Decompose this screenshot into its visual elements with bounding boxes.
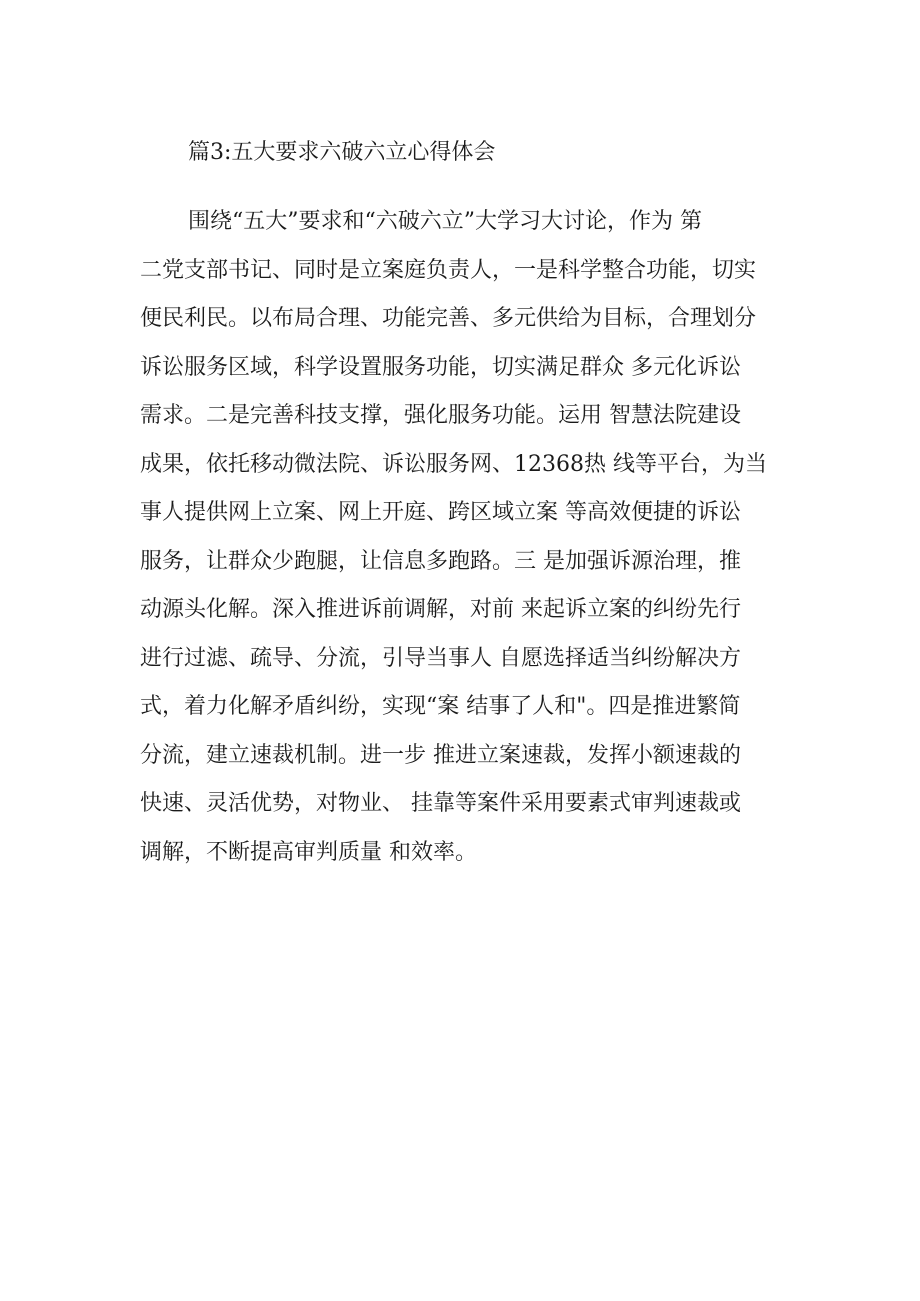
paragraph-line: 成果，依托移动微法院、诉讼服务网、12368热 线等平台，为当	[140, 451, 767, 477]
body-paragraph	[140, 198, 800, 877]
paragraph-line: 便民利民。以布局合理、功能完善、多元供给为目标，合理划分	[140, 306, 757, 331]
paragraph-line: 诉讼服务区域，科学设置服务功能，切实满足群众 多元化诉讼	[140, 354, 741, 380]
paragraph-line: 调解，不断提高审判质量 和效率。	[140, 839, 477, 865]
paragraph-line: 服务，让群众少跑腿，让信息多跑路。三 是加强诉源治理，推	[140, 548, 741, 574]
paragraph-line: 事人提供网上立案、网上开庭、跨区域立案 等高效便捷的诉讼	[140, 500, 741, 525]
paragraph-line: 分流，建立速裁机制。进一步 推进立案速裁，发挥小额速裁的	[140, 742, 741, 768]
paragraph-line: 动源头化解。深入推进诉前调解，对前 来起诉立案的纠纷先行	[140, 597, 741, 622]
paragraph-line: 式，着力化解矛盾纠纷，实现“案 结事了人和"。四是推进繁简	[140, 694, 741, 719]
paragraph-line: 需求。二是完善科技支撑，强化服务功能。运用 智慧法院建设	[140, 403, 741, 428]
document-title: 篇3:五大要求六破六立心得体会	[188, 140, 496, 165]
paragraph-line: 二党支部书记、同时是立案庭负责人，一是科学整合功能，切实	[140, 257, 757, 283]
paragraph-line: 围绕“五大”要求和“六破六立”大学习大讨论，作为 第	[188, 209, 702, 234]
paragraph-line: 快速、灵活优势，对物业、 挂靠等案件采用要素式审判速裁或	[140, 791, 741, 816]
paragraph-line: 进行过滤、疏导、分流，引导当事人 自愿选择适当纠纷解决方	[140, 645, 741, 671]
